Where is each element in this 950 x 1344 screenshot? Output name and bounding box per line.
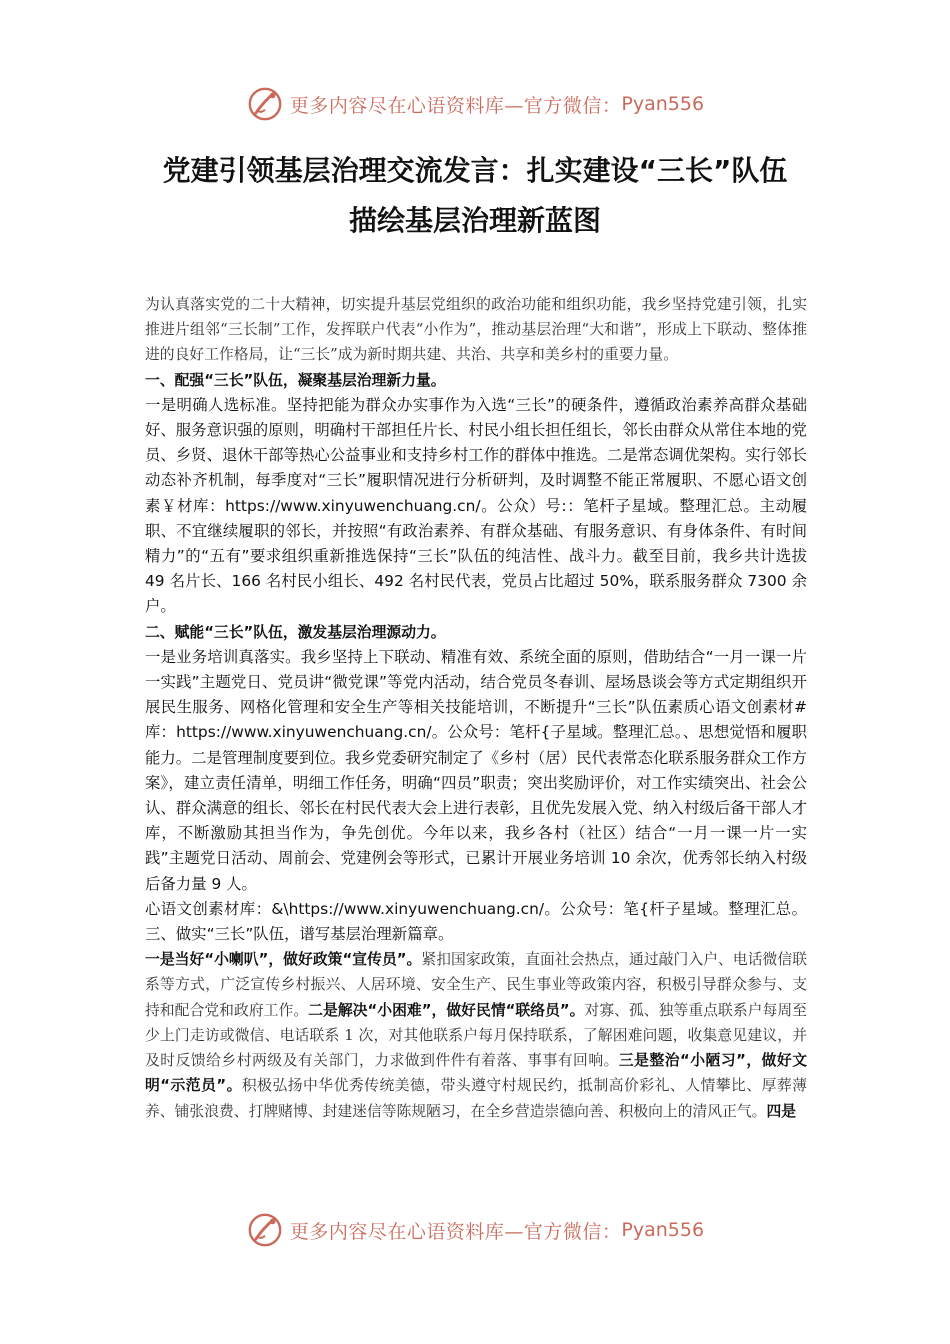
section-2-heading: 二、赋能“三长”队伍，激发基层治理源动力。 (145, 623, 446, 641)
item-3-text: 积极弘扬中华优秀传统美德，带头遵守村规民约，抵制高价彩礼、人情攀比、厚葬薄养、铺张浪费、打牌赌博、封建迷信等陈规陋习，在全乡营造崇德向善、积极向上的清风正气。 (145, 1077, 807, 1120)
header-banner (0, 84, 950, 124)
document-body (145, 292, 807, 1124)
brush-logo-icon (246, 85, 284, 123)
title-line-1: 党建引领基层治理交流发言：扎实建设“三长”队伍 (162, 154, 788, 187)
document-title (120, 146, 830, 246)
title-line-2: 描绘基层治理新蓝图 (348, 204, 601, 237)
banner-text: 更多内容尽在心语资料库—官方微信： (289, 94, 622, 117)
item-1-text: 紧扣国家政策，直面社会热点，通过敲门入户、电话微信联系等方式，广泛宣传乡村振兴、人居环境、安全生产、民生事业等政策内容，积极引导群众参与、支持和配合党和政府工作。 (145, 951, 807, 1019)
banner-wechat-id: Pyan556 (621, 1219, 705, 1241)
item-3-lead: 三是整治“小陋习”，做好文明“示范员”。 (145, 1052, 807, 1095)
section-1-heading: 一、配强“三长”队伍，凝聚基层治理新力量。 (145, 371, 446, 389)
section-2-body: 一是业务培训真落实。我乡坚持上下联动、精准有效、系统全面的原则，借助结合“一月一课一片一实践”主题党日、党员讲“微党课”等党内活动，结合党员冬春训、屋场恳谈会等方式定期组织开展民生服务、网格化管理和安全生产等相关技能培训，不断提升“三长”队伍素质心语文创素材#库：https://www.xinyuwenchuang.cn/。公众号：笔杆{子星域。整理汇总。、思想觉悟和履职能力。二是管理制度要到位。我乡党委研究制定了《乡村（居）民代表常态化联系服务群众工作方案》，建立责任清单，明细工作任务，明确“四员”职责；突出奖励评价，对工作实绩突出、社会公认、群众满意的组长、邻长在村民代表大会上进行表彰，且优先发展入党、纳入村级后备干部人才库，不断激励其担当作为，争先创优。今年以来，我乡各村（社区）结合“一月一课一片一实践”主题党日活动、周前会、党建例会等形式，已累计开展业务培训 10 余次，优秀邻长纳入村级后备力量 9 人。 (145, 647, 807, 893)
banner-text: 更多内容尽在心语资料库—官方微信： (289, 1220, 622, 1243)
item-4-lead: 四是 (766, 1102, 797, 1120)
intro-paragraph: 为认真落实党的二十大精神，切实提升基层党组织的政治功能和组织功能，我乡坚持党建引领，扎实推进片组邻“三长制”工作，发挥联户代表“小作为”，推动基层治理“大和谐”，形成上下联动、整体推进的良好工作格局，让“三长”成为新时期共建、共治、共享和美乡村的重要力量。 (145, 296, 807, 364)
banner-wechat-id: Pyan556 (621, 93, 705, 115)
section-1-body: 一是明确人选标准。坚持把能为群众办实事作为入选“三长”的硬条件，遵循政治素养高群众基础好、服务意识强的原则，明确村干部担任片长、村民小组长担任组长，邻长由群众从常住本地的党员、乡贤、退休干部等热心公益事业和支持乡村工作的群体中推选。二是常态调优架构。实行邻长动态补齐机制，每季度对“三长”履职情况进行分析研判，及时调整不能正常履职、不愿心语文创素￥材库：https://www.xinyuwenchuang.cn/。公众）号:：笔杆子星域。整理汇总。主动履职、不宜继续履职的邻长，并按照“有政治素养、有群众基础、有服务意识、有身体条件、有时间精力”的“五有”要求组织重新推选保持“三长”队伍的纯洁性、战斗力。截至目前，我乡共计选拔 49 名片长、166 名村民小组长、492 名村民代表，党员占比超过 50%，联系服务群众 7300 余户。 (145, 395, 807, 616)
item-2-text: 对寡、孤、独等重点联系户每周至少上门走访或微信、电话联系 1 次，对其他联系户每月保持联系，了解困难问题，收集意见建议，并及时反馈给乡村两级及有关部门，力求做到件件有着落、事事有回响。 (145, 1001, 807, 1070)
item-1-lead: 一是当好“小喇叭”，做好政策“宣传员”。 (145, 951, 422, 969)
footer-banner (0, 1210, 950, 1250)
item-2-lead: 二是解决“小困难”，做好民情“联络员”。 (308, 1001, 585, 1019)
section-3-body (145, 947, 807, 1123)
brush-logo-icon (246, 1211, 284, 1249)
section-3-line: 心语文创素材库：&\https://www.xinyuwenchuang.cn/。公众号：笔{杆子星域。整理汇总。三、做实“三长”队伍，谱写基层治理新篇章。 (145, 899, 807, 944)
